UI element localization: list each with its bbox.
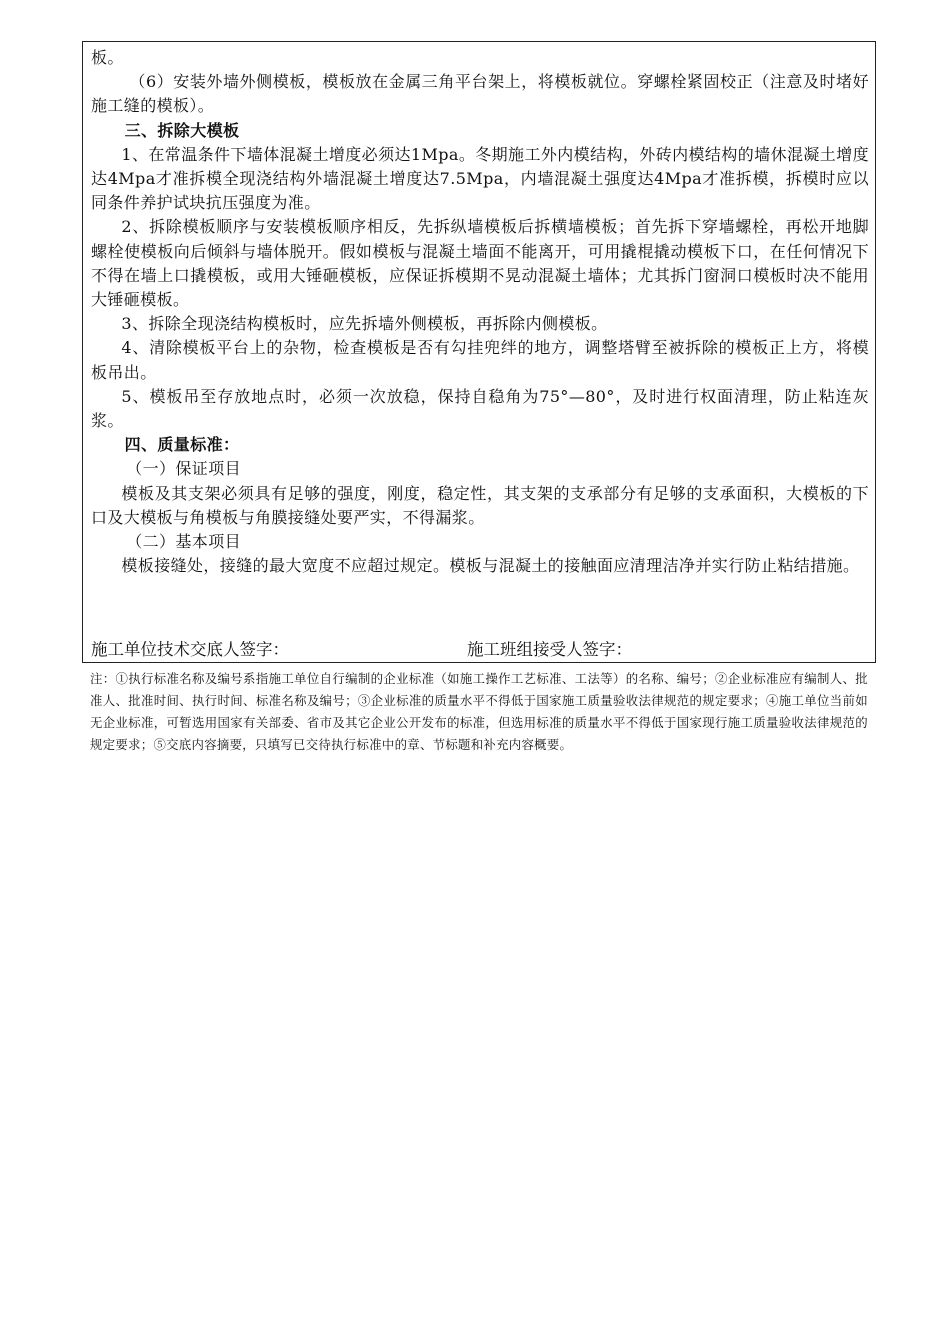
- subheading-guarantee-items: （一）保证项目: [126, 459, 241, 479]
- disclosure-content: [91, 46, 869, 578]
- basic-items-text: 模板接缝处，接缝的最大宽度不应超过规定。模板与混凝土的接触面应清理洁净并实行防止粘结措施。: [121, 556, 860, 576]
- step-6-paragraph: （6）安装外墙外侧模板，模板放在金属三角平台架上，将模板就位。穿螺栓紧固校正（注意及时堵好施工缝的模板）。: [91, 72, 869, 116]
- footnote: 注：①执行标准名称及编号系指施工单位自行编制的企业标准（如施工操作工艺标准、工法等）的名称、编号；②企业标准应有编制人、批准人、批准时间、执行时间、标准名称及编号；③企业标准的质量水平不得低于国家施工质量验收法律规范的规定要求；④施工单位当前如无企业标准，可暂选用国家有关部委、省市及其它企业公开发布的标准，但选用标准的质量水平不得低于国家现行施工质量验收法律规范的规定要求；⑤交底内容摘要，只填写已交待执行标准中的章、节标题和补充内容概要。: [90, 671, 868, 752]
- technical-discloser-signature-label: 施工单位技术交底人签字：: [91, 640, 289, 659]
- guarantee-items-text: 模板及其支架必须具有足够的强度，刚度，稳定性，其支架的支承部分有足够的支承面积，大模板的下口及大模板与角模板与角膜接缝处要严实，不得漏浆。: [91, 483, 869, 527]
- team-receiver-signature-label: 施工班组接受人签字：: [467, 640, 632, 659]
- subheading-basic-items: （二）基本项目: [126, 532, 241, 552]
- removal-item-4: 4、清除模板平台上的杂物，检查模板是否有勾挂兜绊的地方，调整塔臂至被拆除的模板正上方，将模板吊出。: [91, 338, 869, 382]
- removal-item-3: 3、拆除全现浇结构模板时，应先拆墙外侧模板，再拆除内侧模板。: [121, 314, 608, 334]
- section-heading-remove-formwork: 三、拆除大模板: [124, 120, 240, 140]
- removal-item-5: 5、模板吊至存放地点时，必须一次放稳，保持自稳角为75°—80°，及时进行权面清理，防止粘连灰浆。: [91, 386, 869, 431]
- section-heading-quality: 四、质量标准：: [124, 435, 240, 455]
- continued-text: 板。: [91, 48, 124, 67]
- removal-item-1: 1、在常温条件下墙体混凝土增度必须达1Mpa。冬期施工外内模结构，外砖内模结构的墙休混凝土增度达4Mpa才准拆模全现浇结构外墙混凝土增度达7.5Mpa，内墙混凝土强度达4Mpa才准拆模，拆模时应以同条件养护试块抗压强度为准。: [91, 144, 869, 213]
- removal-item-2: 2、拆除模板顺序与安装模板顺序相反，先拆纵墙模板后拆横墙模板；首先拆下穿墙螺栓，再松开地脚螺栓使模板向后倾斜与墙体脱开。假如模板与混凝土墙面不能离开，可用撬棍撬动模板下口，在任何情况下不得在墙上口撬模板，或用大锤砸模板，应保证拆模期不晃动混凝土墙体；尤其拆门窗洞口模板时决不能用大锤砸模板。: [91, 217, 869, 310]
- disclosure-table: [82, 41, 876, 663]
